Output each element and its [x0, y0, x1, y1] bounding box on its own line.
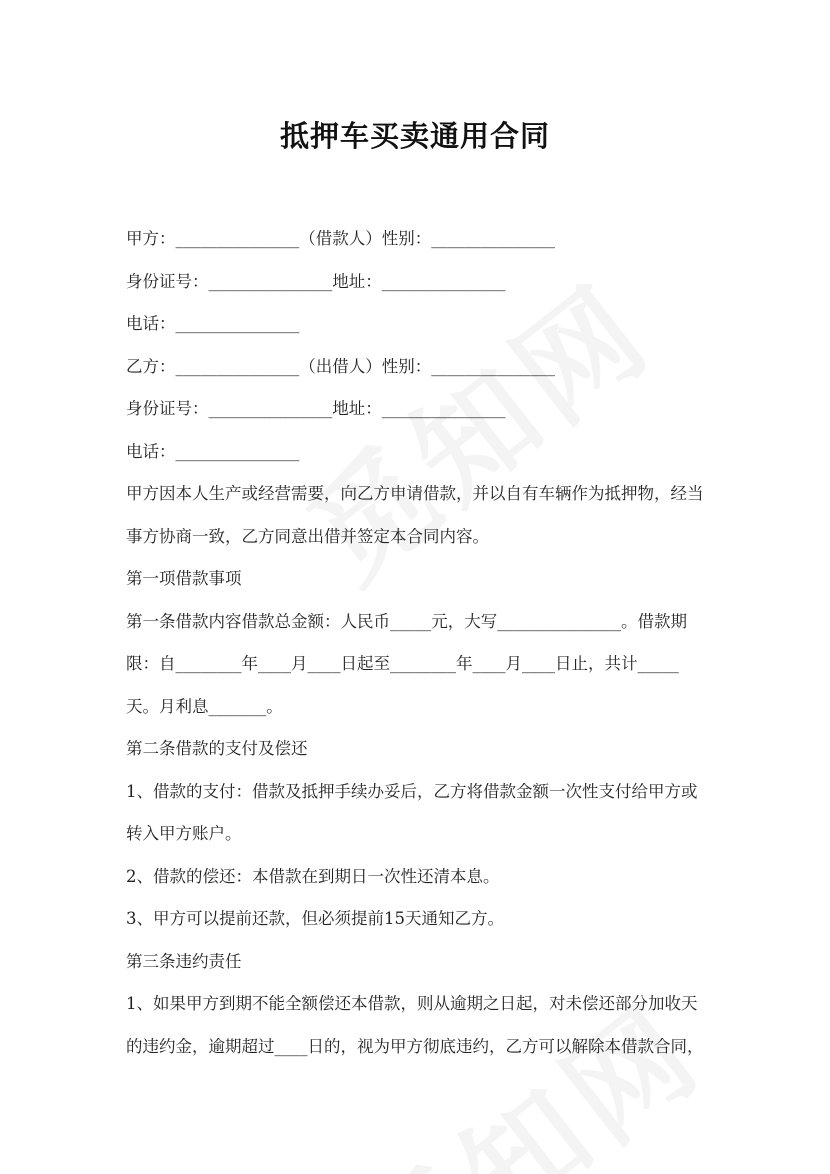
clause-line: 1、如果甲方到期不能全额偿还本借款，则从逾期之日起，对未偿还部分加收天 — [126, 994, 698, 1013]
section-heading: 第三条违约责任 — [126, 951, 242, 971]
party-b-id-line: 身份证号：_______________地址：_______________ — [126, 399, 506, 418]
party-b-name-line: 乙方：_______________（出借人）性别：_______________ — [126, 356, 555, 376]
party-b-phone-line: 电话：_______________ — [126, 441, 300, 461]
preamble-line: 甲方因本人生产或经营需要，向乙方申请借款，并以自有车辆作为抵押物，经当 — [126, 484, 704, 503]
party-a-name-line: 甲方：_______________（借款人）性别：_______________ — [126, 229, 555, 248]
clause-line: 的违约金，逾期超过____日的，视为甲方彻底违约，乙方可以解除本借款合同， — [126, 1036, 704, 1056]
clause-line: 2、借款的偿还：本借款在到期日一次性还清本息。 — [126, 866, 500, 886]
party-a-id-line: 身份证号：_______________地址：_______________ — [126, 271, 506, 291]
document-title: 抵押车买卖通用合同 — [279, 119, 550, 153]
clause-line: 1、借款的支付：借款及抵押手续办妥后，乙方将借款金额一次性支付给甲方或 — [126, 781, 698, 801]
section-heading: 第一项借款事项 — [126, 569, 242, 588]
clause-line: 3、甲方可以提前还款，但必须提前15天通知乙方。 — [126, 909, 504, 928]
clause-line: 转入甲方账户。 — [126, 824, 242, 843]
clause-line: 限：自________年____月____日起至________年____月____日止，共计_____ — [126, 654, 679, 673]
clause-line: 天。月利息_______。 — [126, 696, 283, 716]
section-heading: 第二条借款的支付及偿还 — [126, 739, 308, 758]
contract-body — [126, 218, 716, 1068]
party-a-phone-line: 电话：_______________ — [126, 314, 300, 333]
clause-line: 第一条借款内容借款总金额：人民币_____元，大写_______________。借款期 — [126, 611, 687, 631]
preamble-line: 事方协商一致，乙方同意出借并签定本合同内容。 — [126, 526, 489, 546]
